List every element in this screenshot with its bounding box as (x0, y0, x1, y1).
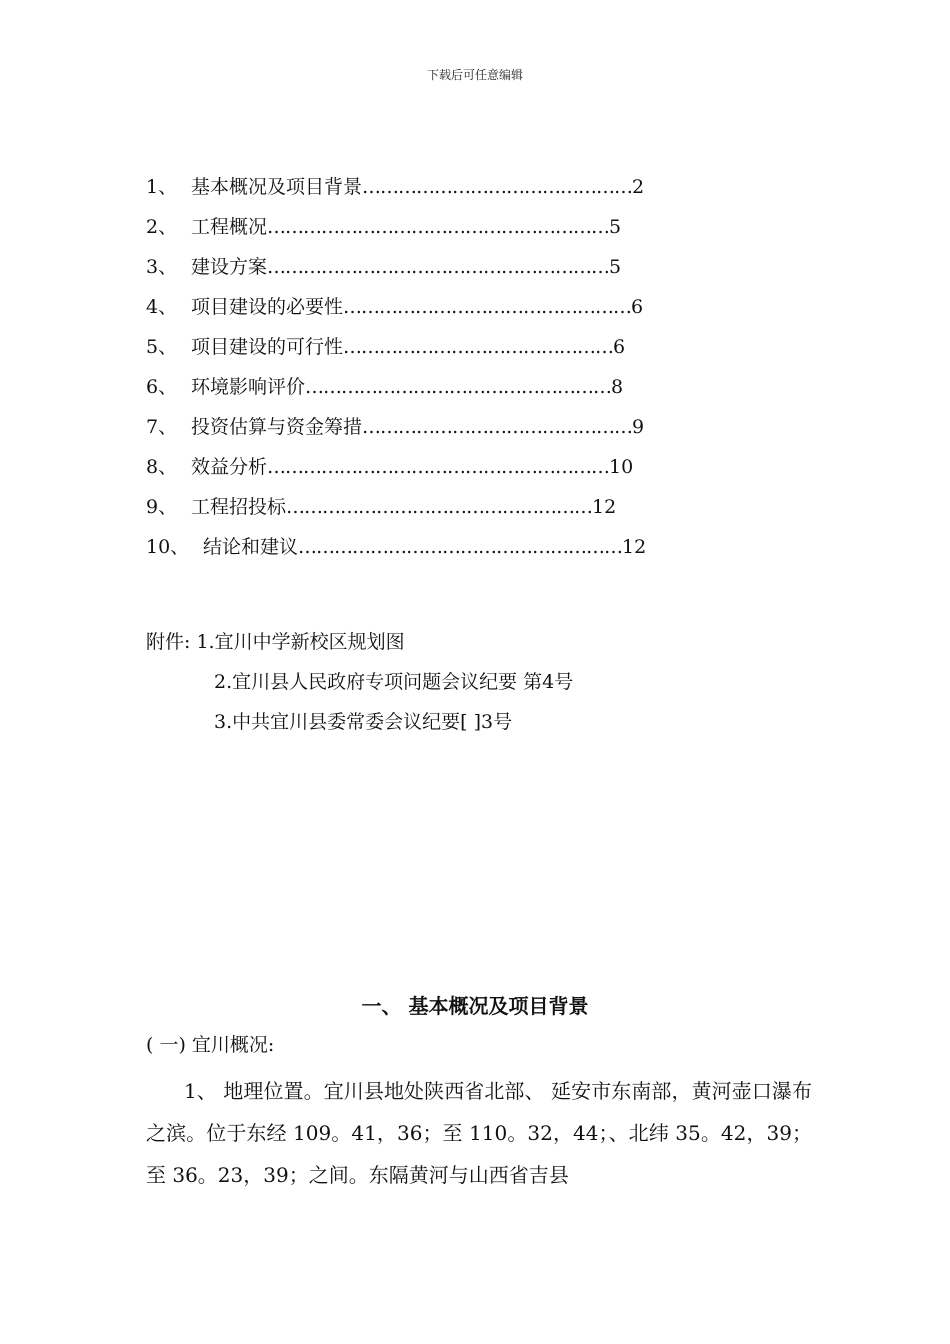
toc-entry (146, 170, 746, 210)
toc-leader: ……………………………………… (362, 416, 633, 438)
toc-number: 5、 (146, 336, 178, 358)
toc-entry (146, 530, 746, 570)
toc-number: 4、 (146, 296, 178, 318)
body-paragraph: 1、 地理位置。宜川县地处陕西省北部、 延安市东南部，黄河壶口瀑布之滨。位于东经 109。41，36；至 110。32，44；、北纬 35。42，39；至 36。23，39；之间。东隔黄河与山西省吉县 (146, 1079, 812, 1187)
toc-number: 9、 (146, 496, 178, 518)
toc-title: 投资估算与资金筹措 (191, 416, 363, 438)
toc-leader: ………………………………………… (343, 296, 632, 318)
toc-page: 5 (609, 216, 622, 238)
toc-title: 项目建设的可行性 (191, 336, 344, 358)
toc-leader: ………………………………………………… (267, 456, 610, 478)
toc-leader: …………………………………………… (305, 376, 612, 398)
toc-title: 结论和建议 (203, 536, 299, 558)
toc-title: 建设方案 (191, 256, 268, 278)
attachment-item: 1.宜川中学新校区规划图 (196, 631, 405, 653)
toc-number: 6、 (146, 376, 178, 398)
toc-page: 8 (611, 376, 624, 398)
subsection-heading: ( 一) 宜川概况: (146, 1034, 275, 1056)
toc-leader: ………………………………………………… (267, 216, 610, 238)
toc-entry (146, 490, 746, 530)
toc-page: 6 (631, 296, 644, 318)
toc-entry (146, 410, 746, 450)
toc-entry (146, 330, 746, 370)
attachment-item: 2.宜川县人民政府专项问题会议纪要 第4号 (214, 671, 574, 693)
toc-leader: ……………………………………… (362, 176, 633, 198)
toc-entry (146, 370, 746, 410)
toc-entry (146, 250, 746, 290)
toc-page: 12 (622, 536, 647, 558)
toc-title: 项目建设的必要性 (191, 296, 344, 318)
toc-number: 10、 (146, 536, 190, 558)
toc-page: 10 (609, 456, 634, 478)
toc-page: 6 (613, 336, 626, 358)
toc-entry (146, 290, 746, 330)
toc-page: 9 (632, 416, 645, 438)
section-heading: 一、 基本概况及项目背景 (361, 994, 589, 1018)
attachments (146, 622, 573, 742)
toc-title: 工程招投标 (191, 496, 287, 518)
toc-leader: ……………………………………………… (298, 536, 623, 558)
toc-title: 工程概况 (191, 216, 268, 238)
toc-page: 12 (592, 496, 617, 518)
toc-number: 7、 (146, 416, 178, 438)
toc-title: 效益分析 (191, 456, 268, 478)
toc-leader: ……………………………………… (343, 336, 614, 358)
toc-page: 2 (632, 176, 645, 198)
attachment-item: 3.中共宜川县委常委会议纪要[ ]3号 (214, 711, 513, 733)
toc-leader: …………………………………………… (286, 496, 593, 518)
toc-number: 3、 (146, 256, 178, 278)
attachments-label: 附件: (146, 631, 191, 653)
toc-title: 环境影响评价 (191, 376, 306, 398)
attachment-line (146, 622, 573, 662)
toc-number: 2、 (146, 216, 178, 238)
toc-entry (146, 210, 746, 250)
toc-number: 8、 (146, 456, 178, 478)
toc-page: 5 (609, 256, 622, 278)
toc-leader: ………………………………………………… (267, 256, 610, 278)
toc-title: 基本概况及项目背景 (191, 176, 363, 198)
toc-entry (146, 450, 746, 490)
table-of-contents (146, 170, 746, 570)
header-note: 下载后可任意编辑 (426, 68, 523, 82)
toc-number: 1、 (146, 176, 178, 198)
